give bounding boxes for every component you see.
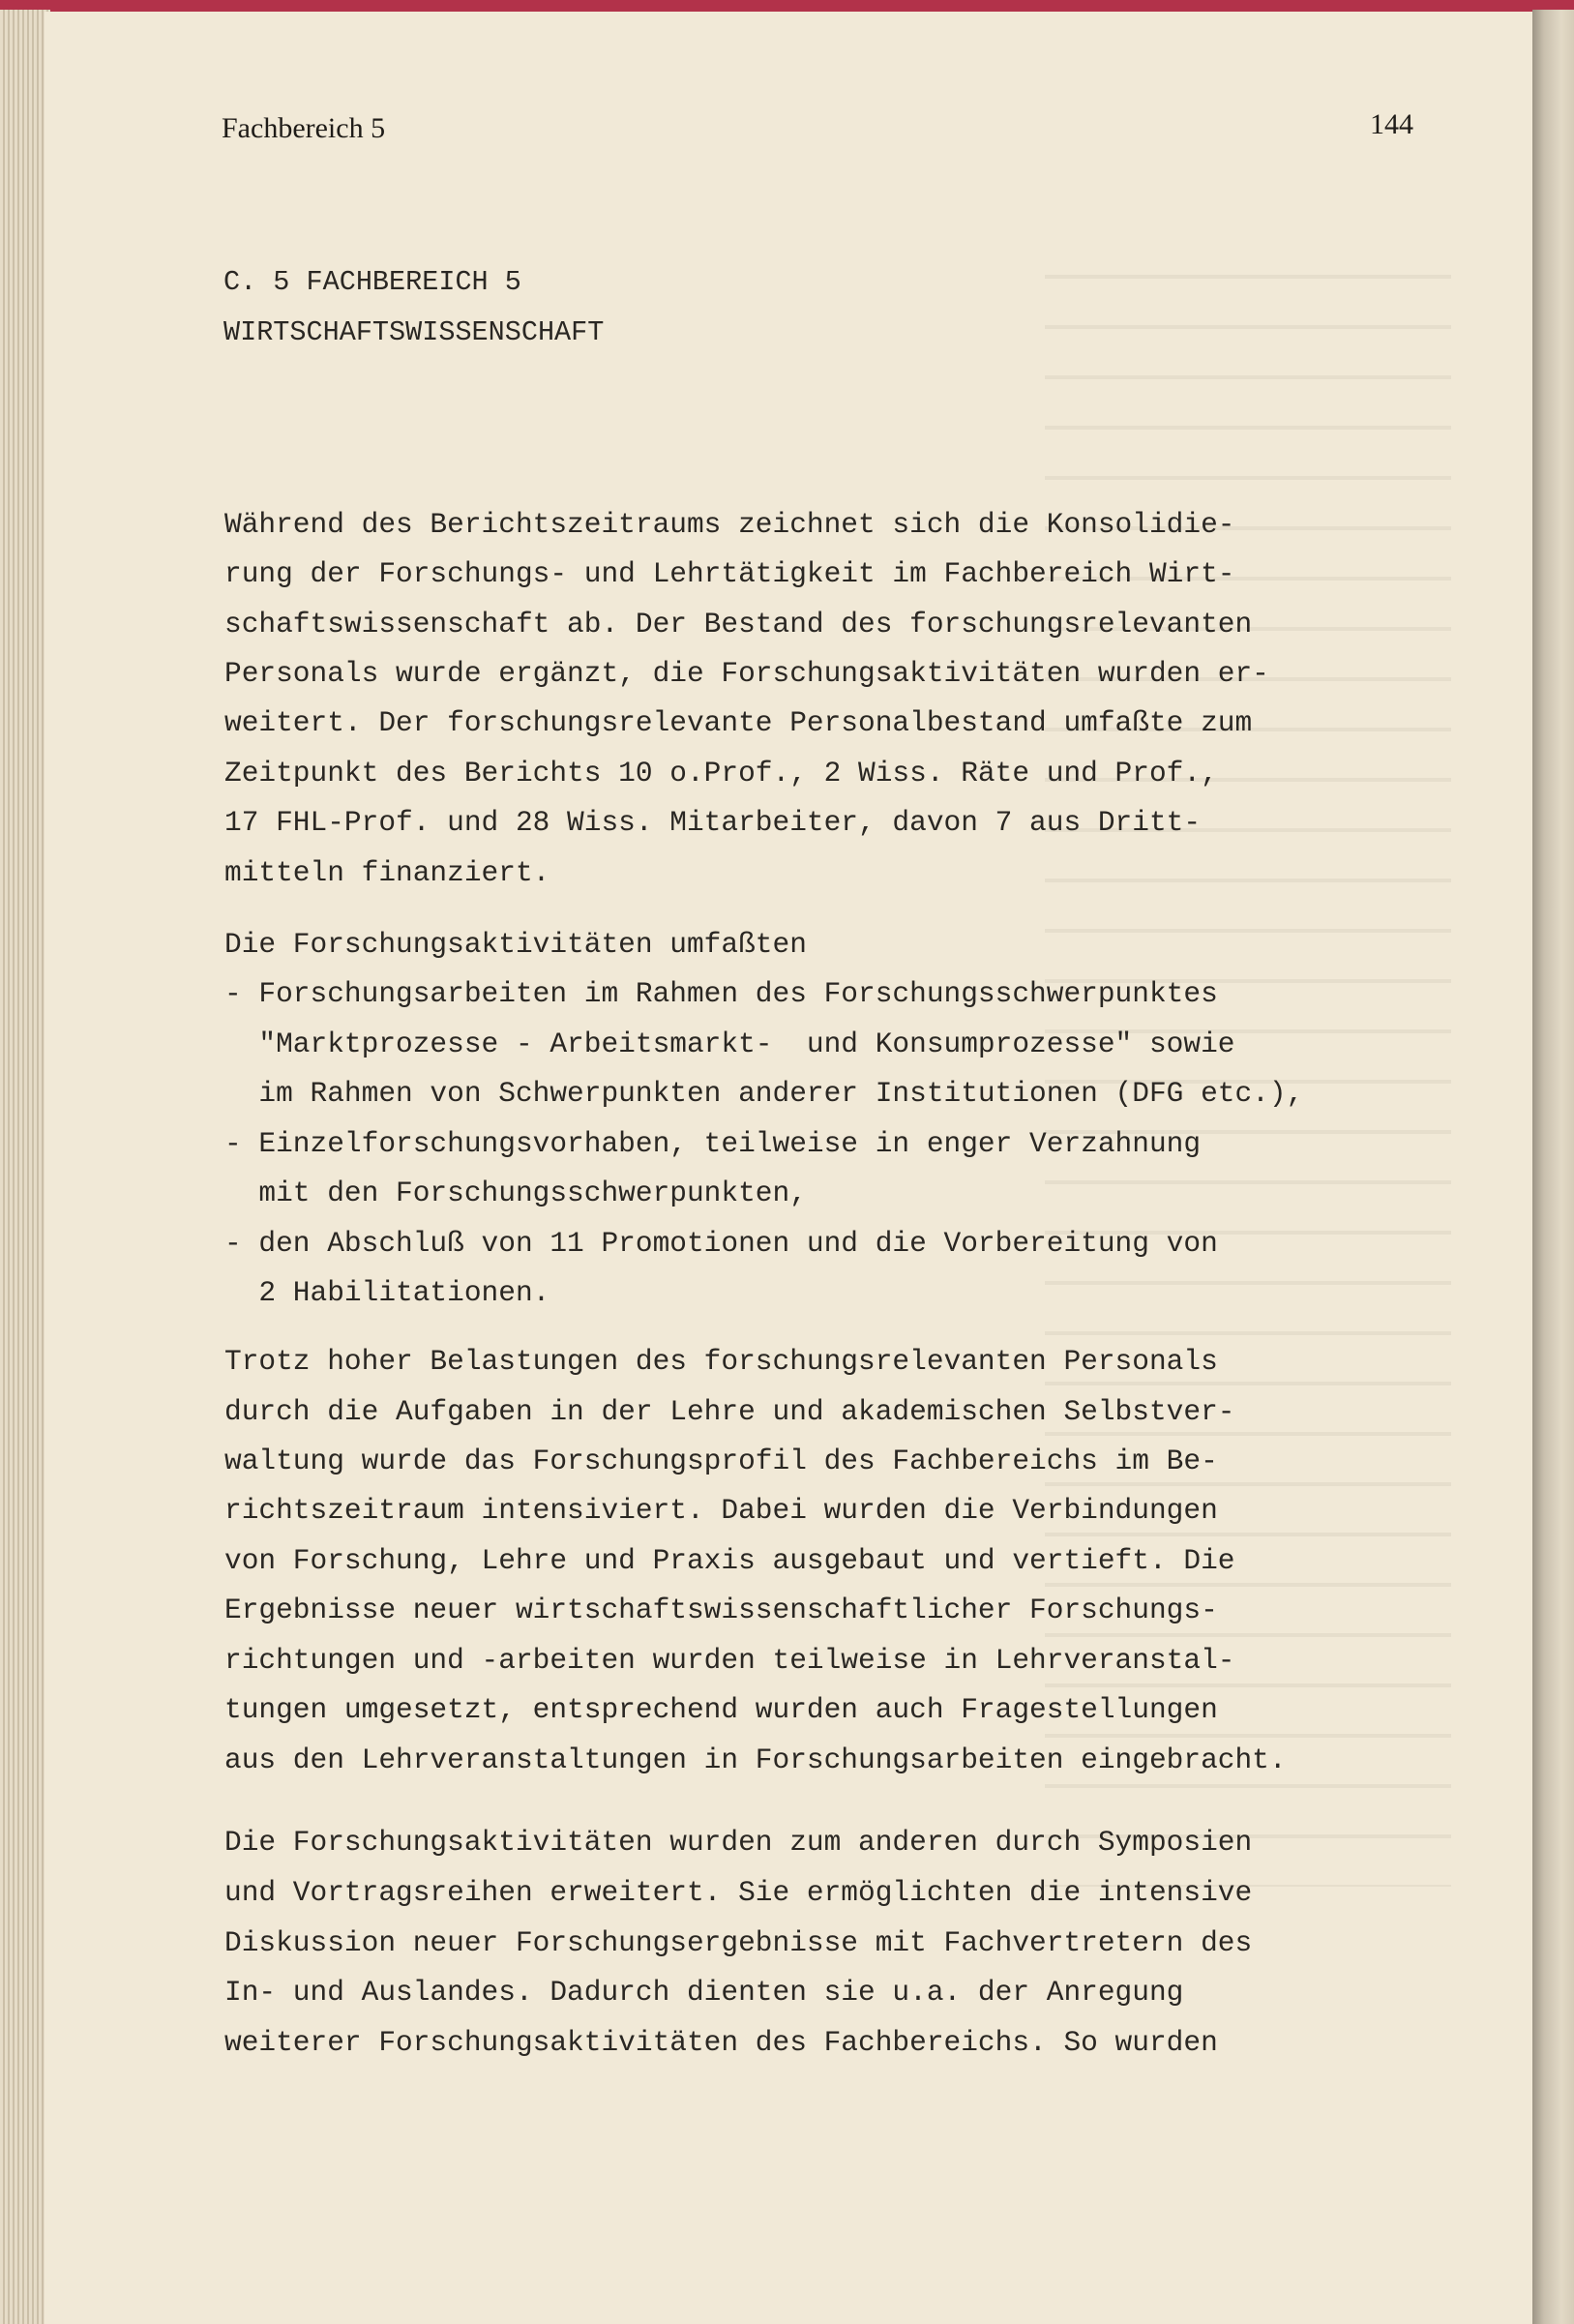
text-line: schaftswissenschaft ab. Der Bestand des forschungsrelevanten [224,608,1253,641]
book-spine [1532,10,1574,2324]
text-line: richtungen und -arbeiten wurden teilweise in Lehrveranstal- [224,1644,1235,1677]
text-line: 2 Habilitationen. [224,1276,550,1309]
heading-line-1: C. 5 FACHBEREICH 5 [223,266,521,298]
text-line: durch die Aufgaben in der Lehre und akademischen Selbstver- [224,1395,1235,1428]
text-line: im Rahmen von Schwerpunkten anderer Institutionen (DFG etc.), [224,1077,1304,1110]
text-line: und Vortragsreihen erweitert. Sie ermöglichten die intensive [224,1876,1253,1909]
text-line: weitert. Der forschungsrelevante Personalbestand umfaßte zum [224,706,1253,739]
text-line: tungen umgesetzt, entsprechend wurden auch Fragestellungen [224,1693,1218,1726]
list-item: - den Abschluß von 11 Promotionen und die Vorbereitung von [224,1227,1218,1260]
text-line: 17 FHL-Prof. und 28 Wiss. Mitarbeiter, davon 7 aus Dritt- [224,806,1202,839]
text-line: mitteln finanziert. [224,856,550,889]
text-line: rung der Forschungs- und Lehrtätigkeit im Fachbereich Wirt- [224,557,1235,590]
text-line: Die Forschungsaktivitäten umfaßten [224,928,807,961]
list-item: - Einzelforschungsvorhaben, teilweise in enger Verzahnung [224,1127,1202,1160]
text-line: Während des Berichtszeitraums zeichnet sich die Konsolidie- [224,508,1235,541]
text-line: aus den Lehrveranstaltungen in Forschungsarbeiten eingebracht. [224,1743,1287,1776]
text-line: Personals wurde ergänzt, die Forschungsaktivitäten wurden er- [224,657,1269,690]
section-heading [223,257,604,358]
page-number: 144 [1370,108,1413,140]
text-line: waltung wurde das Forschungsprofil des Fachbereichs im Be- [224,1445,1218,1477]
running-header: Fachbereich 5 [222,112,386,144]
text-line: Ergebnisse neuer wirtschaftswissenschaftlicher Forschungs- [224,1594,1218,1626]
text-line: Zeitpunkt des Berichts 10 o.Prof., 2 Wiss. Räte und Prof., [224,757,1218,790]
heading-line-2: WIRTSCHAFTSWISSENSCHAFT [223,316,605,348]
text-line: weiterer Forschungsaktivitäten des Fachbereichs. So wurden [224,2026,1218,2059]
list-item: - Forschungsarbeiten im Rahmen des Forschungsschwerpunktes [224,977,1218,1010]
text-line: Trotz hoher Belastungen des forschungsrelevanten Personals [224,1345,1218,1378]
text-line: von Forschung, Lehre und Praxis ausgebaut und vertieft. Die [224,1544,1235,1577]
text-line: "Marktprozesse - Arbeitsmarkt- und Konsumprozesse" sowie [224,1028,1235,1060]
text-line: mit den Forschungsschwerpunkten, [224,1177,807,1209]
text-line: richtszeitraum intensiviert. Dabei wurden die Verbindungen [224,1494,1218,1527]
text-line: Die Forschungsaktivitäten wurden zum anderen durch Symposien [224,1826,1253,1859]
text-line: Diskussion neuer Forschungsergebnisse mit Fachvertretern des [224,1926,1253,1959]
text-line: In- und Auslandes. Dadurch dienten sie u.a. der Anregung [224,1976,1184,2009]
page-stack-edge [0,10,50,2324]
